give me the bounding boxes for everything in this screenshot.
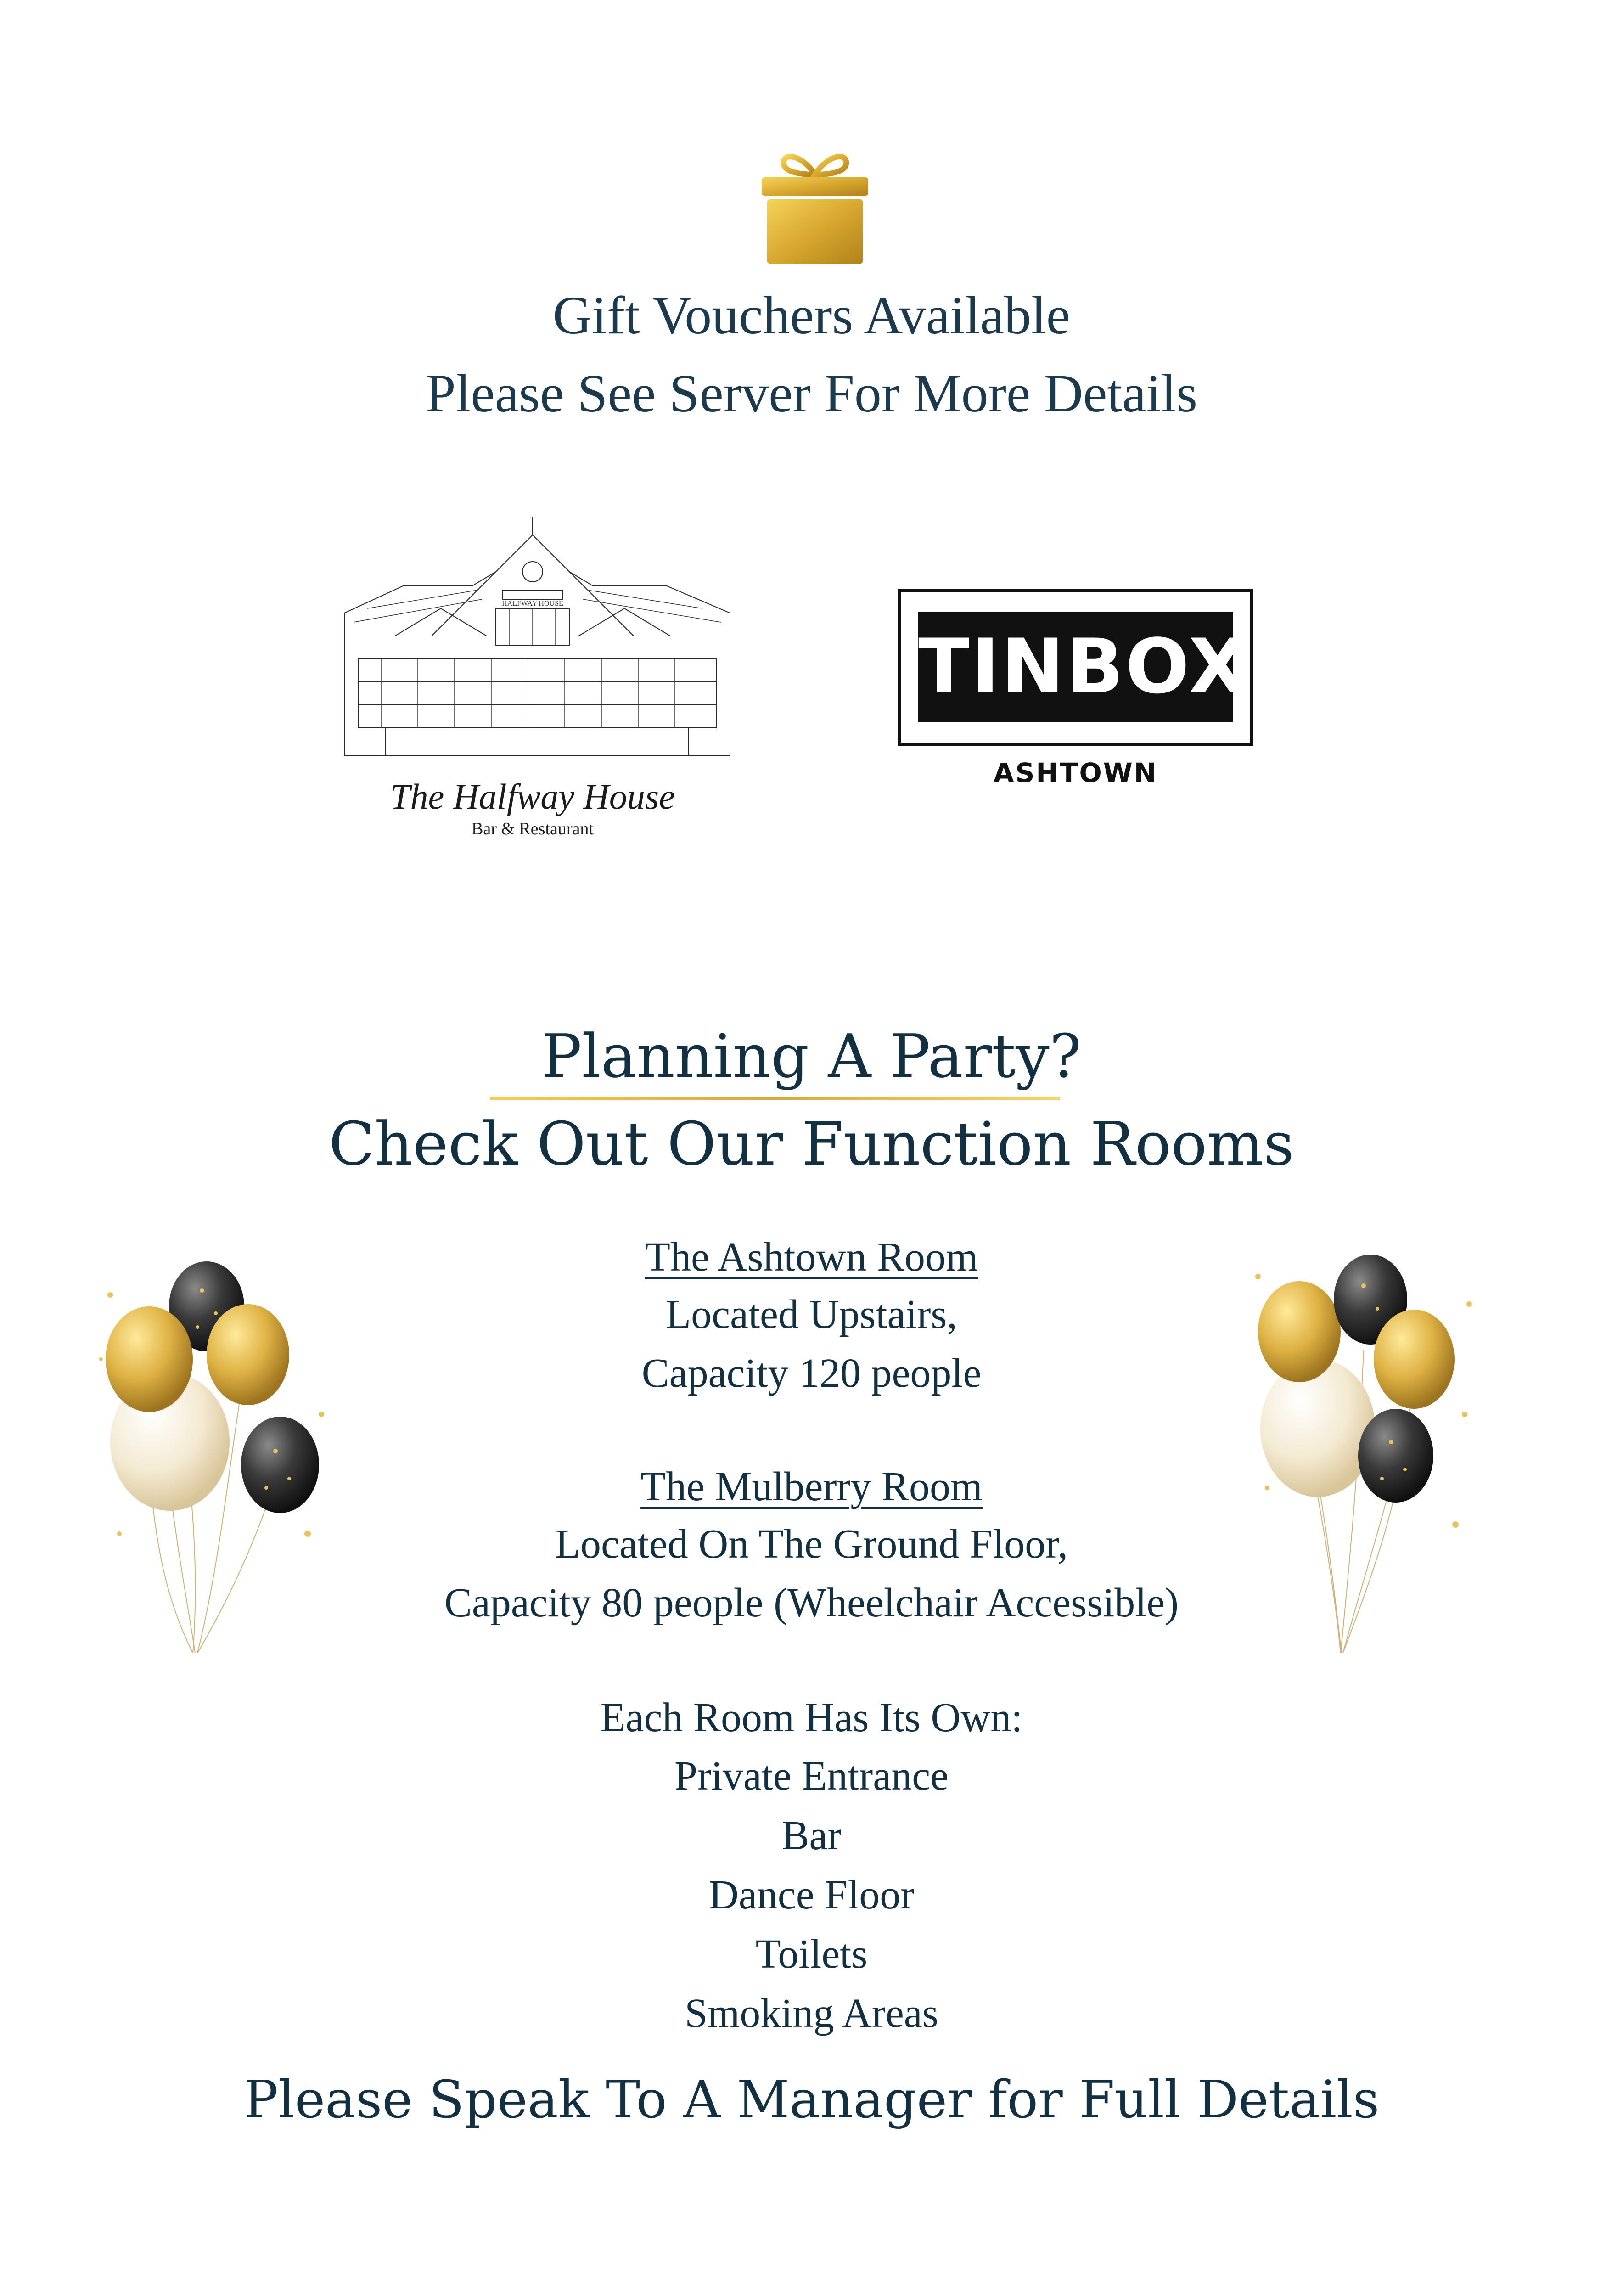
voucher-title: Gift Vouchers Available [552, 285, 1071, 345]
balloons-right-icon [1240, 1240, 1497, 1676]
party-title: Planning A Party? [541, 1021, 1082, 1091]
gift-icon [760, 146, 870, 265]
feature-item: Bar [781, 1813, 842, 1858]
balloons-left-icon [92, 1240, 349, 1676]
feature-item: Toilets [755, 1931, 868, 1977]
halfway-house-name: The Halfway House [390, 777, 675, 816]
room-name: The Mulberry Room [640, 1464, 983, 1509]
gold-divider [490, 1097, 1060, 1100]
feature-item: Dance Floor [708, 1872, 915, 1918]
features-heading: Each Room Has Its Own: [600, 1695, 1023, 1740]
tinbox-logo-text: TINBOX [918, 623, 1249, 710]
party-subtitle: Check Out Our Function Rooms [329, 1109, 1294, 1179]
room-mulberry-capacity: Capacity 80 people (Wheelchair Accessible) [444, 1580, 1179, 1626]
tinbox-location: ASHTOWN [993, 757, 1158, 788]
halfway-sign-text: HALFWAY HOUSE [502, 600, 563, 608]
room-ashtown-capacity: Capacity 120 people [641, 1351, 982, 1396]
feature-item: Private Entrance [674, 1753, 949, 1799]
feature-item: Smoking Areas [685, 1991, 938, 2036]
room-name: The Ashtown Room [645, 1234, 978, 1280]
closing-line: Please Speak To A Manager for Full Details [243, 2070, 1380, 2130]
voucher-subtitle: Please See Server For More Details [425, 363, 1198, 423]
halfway-house-subtitle: Bar & Restaurant [472, 819, 594, 838]
room-mulberry-location: Located On The Ground Floor, [555, 1521, 1068, 1567]
room-ashtown-location: Located Upstairs, [666, 1292, 957, 1337]
